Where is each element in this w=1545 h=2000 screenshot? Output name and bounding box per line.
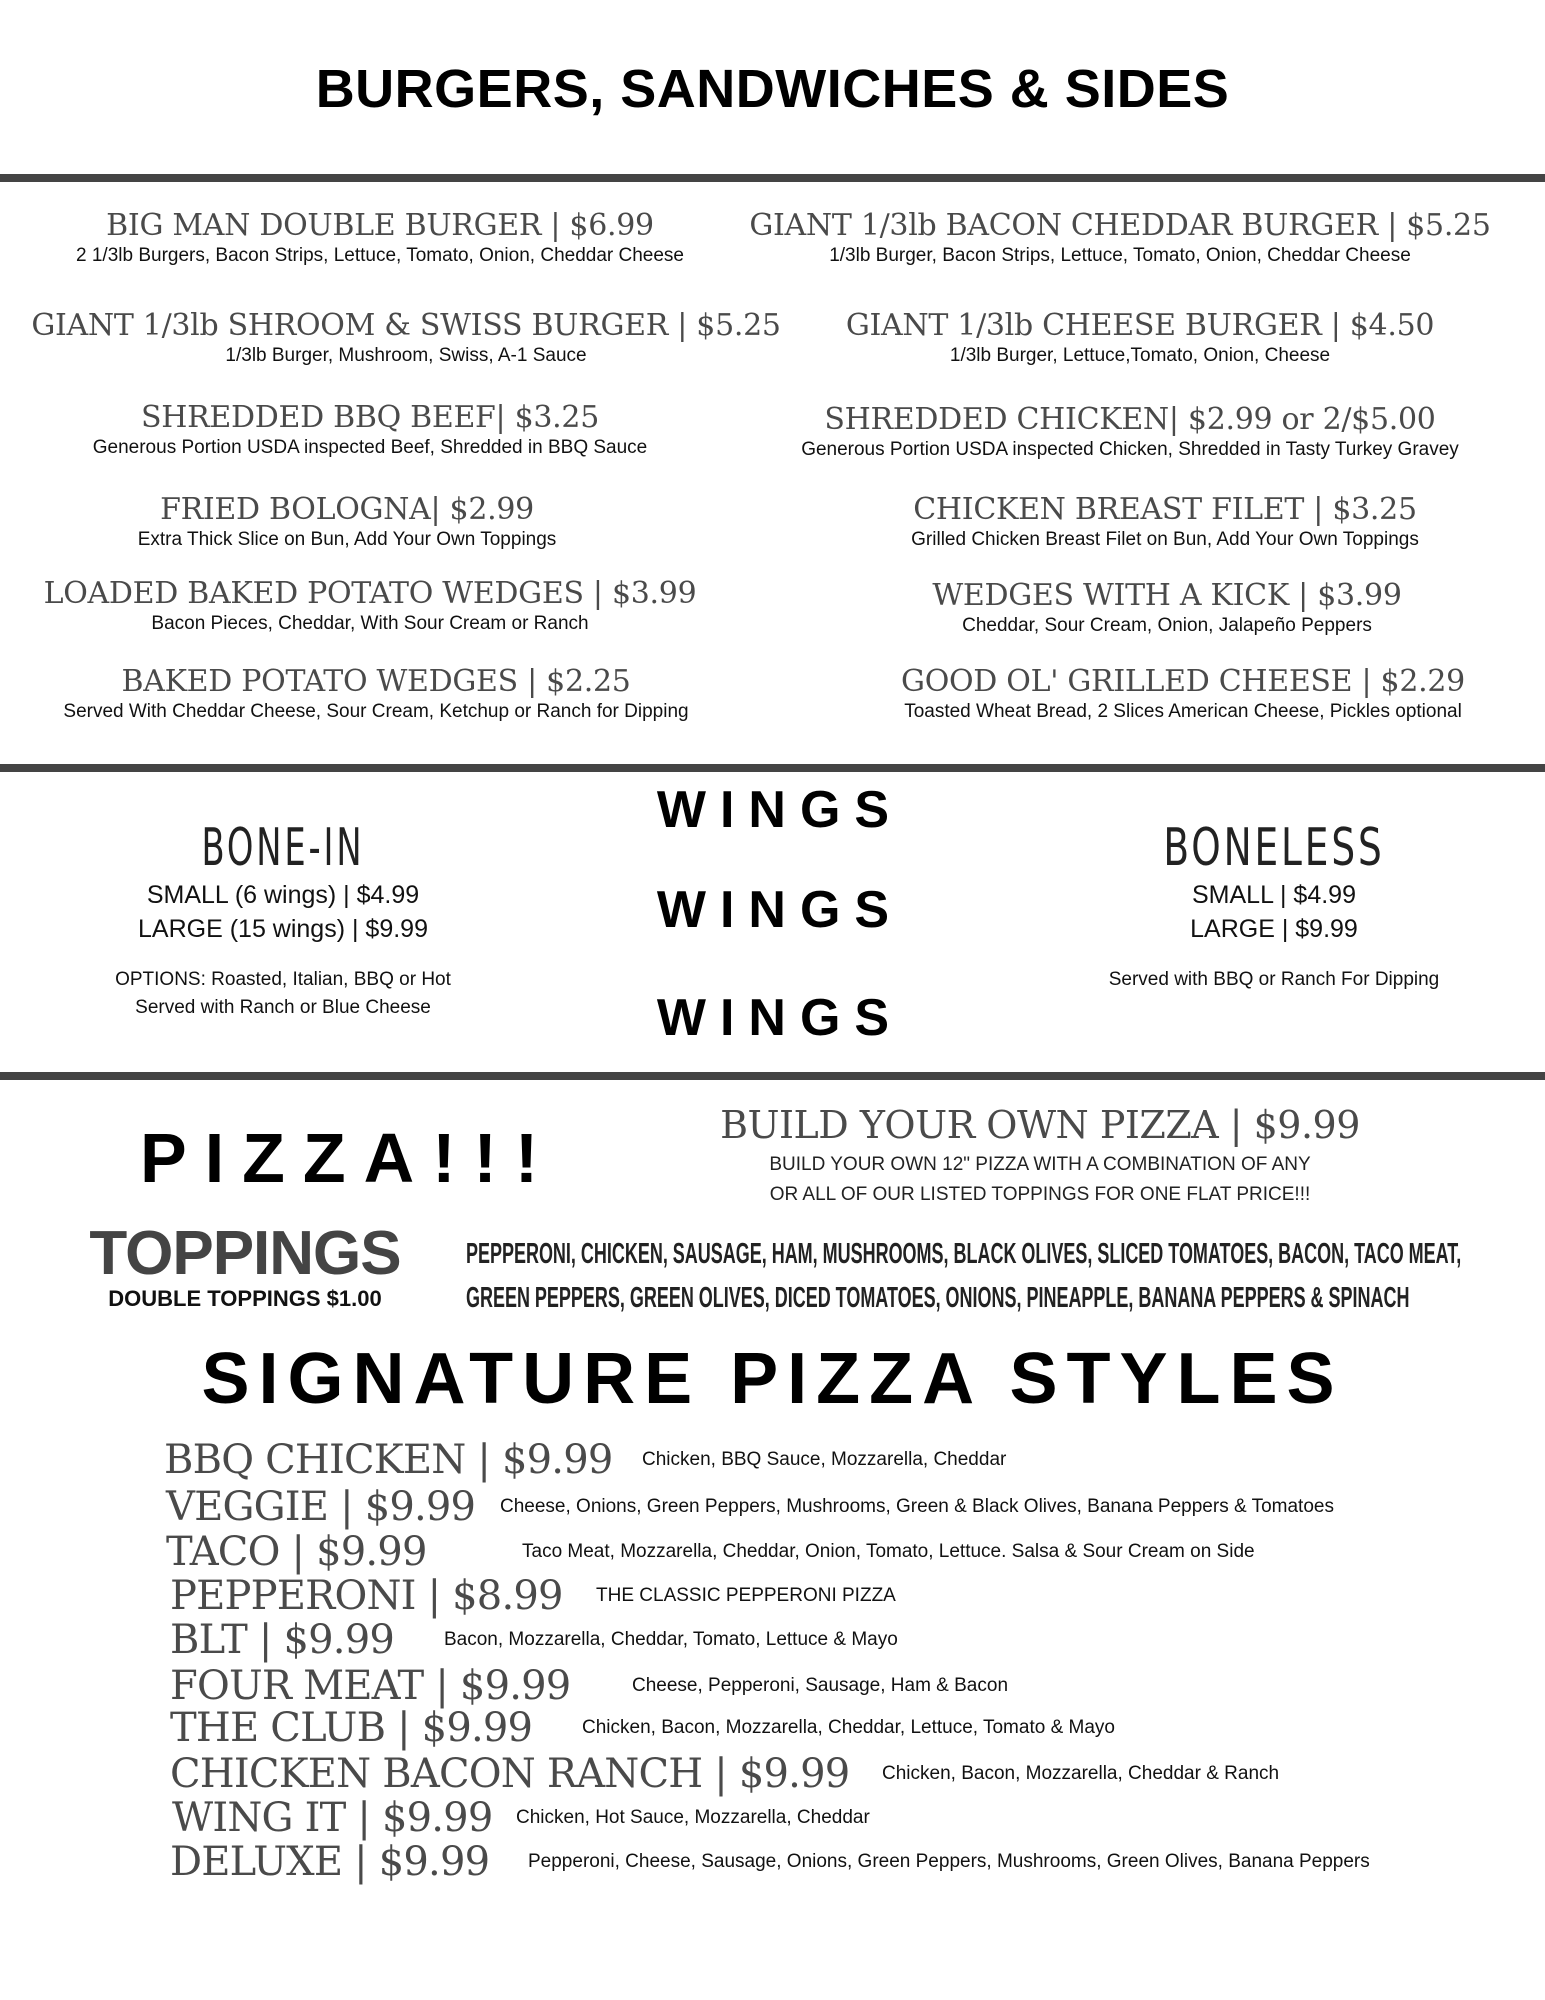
menu-item <box>740 402 1520 462</box>
boneless-title: BONELESS <box>1163 818 1385 878</box>
item-name: VEGGIE | $9.99 <box>166 1484 476 1530</box>
page-title: BURGERS, SANDWICHES & SIDES <box>315 59 1230 119</box>
item-desc: Chicken, BBQ Sauce, Mozzarella, Cheddar <box>642 1449 1007 1470</box>
item-name: SHREDDED BBQ BEEF| $3.25 <box>140 400 599 435</box>
menu-item <box>0 308 812 368</box>
wings-heading: WINGS <box>656 881 904 939</box>
divider <box>0 764 1545 772</box>
bone-in-title: BONE-IN <box>201 818 365 878</box>
menu-item <box>0 576 740 636</box>
item-name: GIANT 1/3lb SHROOM & SWISS BURGER | $5.25 <box>31 308 781 343</box>
divider <box>0 1072 1545 1080</box>
item-desc: Chicken, Bacon, Mozzarella, Cheddar, Lettuce, Tomato & Mayo <box>582 1717 1115 1738</box>
item-desc: Cheddar, Sour Cream, Onion, Jalapeño Peppers <box>962 615 1372 636</box>
item-name: GIANT 1/3lb BACON CHEDDAR BURGER | $5.25 <box>749 208 1491 243</box>
boneless-large: LARGE | $9.99 <box>1190 915 1358 943</box>
build-your-own <box>600 1100 1480 1210</box>
bone-in-options: OPTIONS: Roasted, Italian, BBQ or Hot <box>115 969 451 990</box>
toppings-title: TOPPINGS <box>89 1219 401 1288</box>
menu-item <box>0 492 694 552</box>
item-desc: Bacon, Mozzarella, Cheddar, Tomato, Lettuce & Mayo <box>444 1629 898 1650</box>
item-desc: Chicken, Bacon, Mozzarella, Cheddar & Ranch <box>882 1763 1280 1784</box>
wings-heading: WINGS <box>656 781 904 839</box>
item-name: GIANT 1/3lb CHEESE BURGER | $4.50 <box>845 308 1435 343</box>
item-desc: Served With Cheddar Cheese, Sour Cream, Ketchup or Ranch for Dipping <box>63 701 689 722</box>
toppings-list <box>466 1232 1462 1320</box>
menu-item <box>800 578 1534 638</box>
item-name: CHICKEN BREAST FILET | $3.25 <box>913 492 1417 527</box>
item-desc: Toasted Wheat Bread, 2 Slices American Cheese, Pickles optional <box>904 701 1462 722</box>
item-name: LOADED BAKED POTATO WEDGES | $3.99 <box>43 576 697 611</box>
item-desc: 2 1/3lb Burgers, Bacon Strips, Lettuce, Tomato, Onion, Cheddar Cheese <box>76 245 684 266</box>
item-desc: Generous Portion USDA inspected Beef, Shredded in BBQ Sauce <box>92 437 648 458</box>
divider <box>0 174 1545 182</box>
menu-item <box>0 208 760 268</box>
item-name: BBQ CHICKEN | $9.99 <box>164 1437 613 1483</box>
toppings-line: PEPPERONI, CHICKEN, SAUSAGE, HAM, MUSHROOMS, BLACK OLIVES, SLICED TOMATOES, BACON, TACO MEAT, <box>466 1238 1462 1270</box>
boneless-section <box>1000 818 1545 994</box>
item-name: BAKED POTATO WEDGES | $2.25 <box>121 664 631 699</box>
item-name: WING IT | $9.99 <box>172 1795 493 1841</box>
toppings-double: DOUBLE TOPPINGS $1.00 <box>108 1286 382 1311</box>
item-name: SHREDDED CHICKEN| $2.99 or 2/$5.00 <box>824 402 1436 437</box>
menu-item <box>0 400 740 460</box>
byo-line: BUILD YOUR OWN 12" PIZZA WITH A COMBINATION OF ANY <box>769 1154 1311 1175</box>
item-desc: Bacon Pieces, Cheddar, With Sour Cream or Ranch <box>151 613 589 634</box>
item-desc: 1/3lb Burger, Mushroom, Swiss, A-1 Sauce <box>225 345 587 366</box>
menu-item <box>720 208 1520 268</box>
item-name: FRIED BOLOGNA| $2.99 <box>160 492 534 527</box>
toppings-line: GREEN PEPPERS, GREEN OLIVES, DICED TOMATOES, ONIONS, PINEAPPLE, BANANA PEPPERS & SPINACH <box>466 1282 1410 1314</box>
item-name: PEPPERONI | $8.99 <box>170 1573 563 1619</box>
bone-in-small: SMALL (6 wings) | $4.99 <box>146 881 420 909</box>
item-name: DELUXE | $9.99 <box>170 1839 490 1885</box>
item-name: WEDGES WITH A KICK | $3.99 <box>932 578 1402 613</box>
bone-in-large: LARGE (15 wings) | $9.99 <box>138 915 428 943</box>
byo-title: BUILD YOUR OWN PIZZA | $9.99 <box>720 1103 1360 1147</box>
byo-line: OR ALL OF OUR LISTED TOPPINGS FOR ONE FLAT PRICE!!! <box>769 1184 1311 1205</box>
item-desc: Grilled Chicken Breast Filet on Bun, Add Your Own Toppings <box>911 529 1419 550</box>
item-desc: Taco Meat, Mozzarella, Cheddar, Onion, Tomato, Lettuce. Salsa & Sour Cream on Side <box>522 1541 1255 1562</box>
menu-item <box>0 664 752 724</box>
item-name: BLT | $9.99 <box>170 1617 394 1663</box>
menu-item <box>800 308 1480 368</box>
menu-item <box>800 664 1545 724</box>
item-desc: Cheese, Pepperoni, Sausage, Ham & Bacon <box>632 1675 1009 1696</box>
item-name: BIG MAN DOUBLE BURGER | $6.99 <box>106 208 654 243</box>
item-name: THE CLUB | $9.99 <box>170 1705 533 1751</box>
item-desc: Pepperoni, Cheese, Sausage, Onions, Green Peppers, Mushrooms, Green Olives, Banana Peppers <box>528 1851 1370 1872</box>
item-desc: Generous Portion USDA inspected Chicken, Shredded in Tasty Turkey Gravey <box>801 439 1459 460</box>
signature-title: SIGNATURE PIZZA STYLES <box>201 1339 1344 1419</box>
item-desc: 1/3lb Burger, Bacon Strips, Lettuce, Tomato, Onion, Cheddar Cheese <box>829 245 1411 266</box>
toppings-block <box>50 1219 440 1312</box>
boneless-served: Served with BBQ or Ranch For Dipping <box>1108 969 1440 990</box>
item-desc: 1/3lb Burger, Lettuce,Tomato, Onion, Cheese <box>949 345 1331 366</box>
item-desc: Chicken, Hot Sauce, Mozzarella, Cheddar <box>516 1807 870 1828</box>
item-desc: THE CLASSIC PEPPERONI PIZZA <box>596 1585 896 1606</box>
item-desc: Extra Thick Slice on Bun, Add Your Own Toppings <box>137 529 557 550</box>
item-desc: Cheese, Onions, Green Peppers, Mushrooms, Green & Black Olives, Banana Peppers & Tomatoes <box>500 1496 1334 1517</box>
item-name: GOOD OL' GRILLED CHEESE | $2.29 <box>901 664 1465 699</box>
item-name: FOUR MEAT | $9.99 <box>170 1663 571 1709</box>
wings-heading: WINGS <box>656 989 904 1047</box>
item-name: TACO | $9.99 <box>166 1529 427 1575</box>
boneless-small: SMALL | $4.99 <box>1191 881 1356 909</box>
bone-in-section <box>0 818 566 1022</box>
bone-in-served: Served with Ranch or Blue Cheese <box>135 997 431 1018</box>
item-name: CHICKEN BACON RANCH | $9.99 <box>170 1751 850 1797</box>
pizza-title: PIZZA!!! <box>140 1119 557 1197</box>
menu-item <box>800 492 1530 552</box>
